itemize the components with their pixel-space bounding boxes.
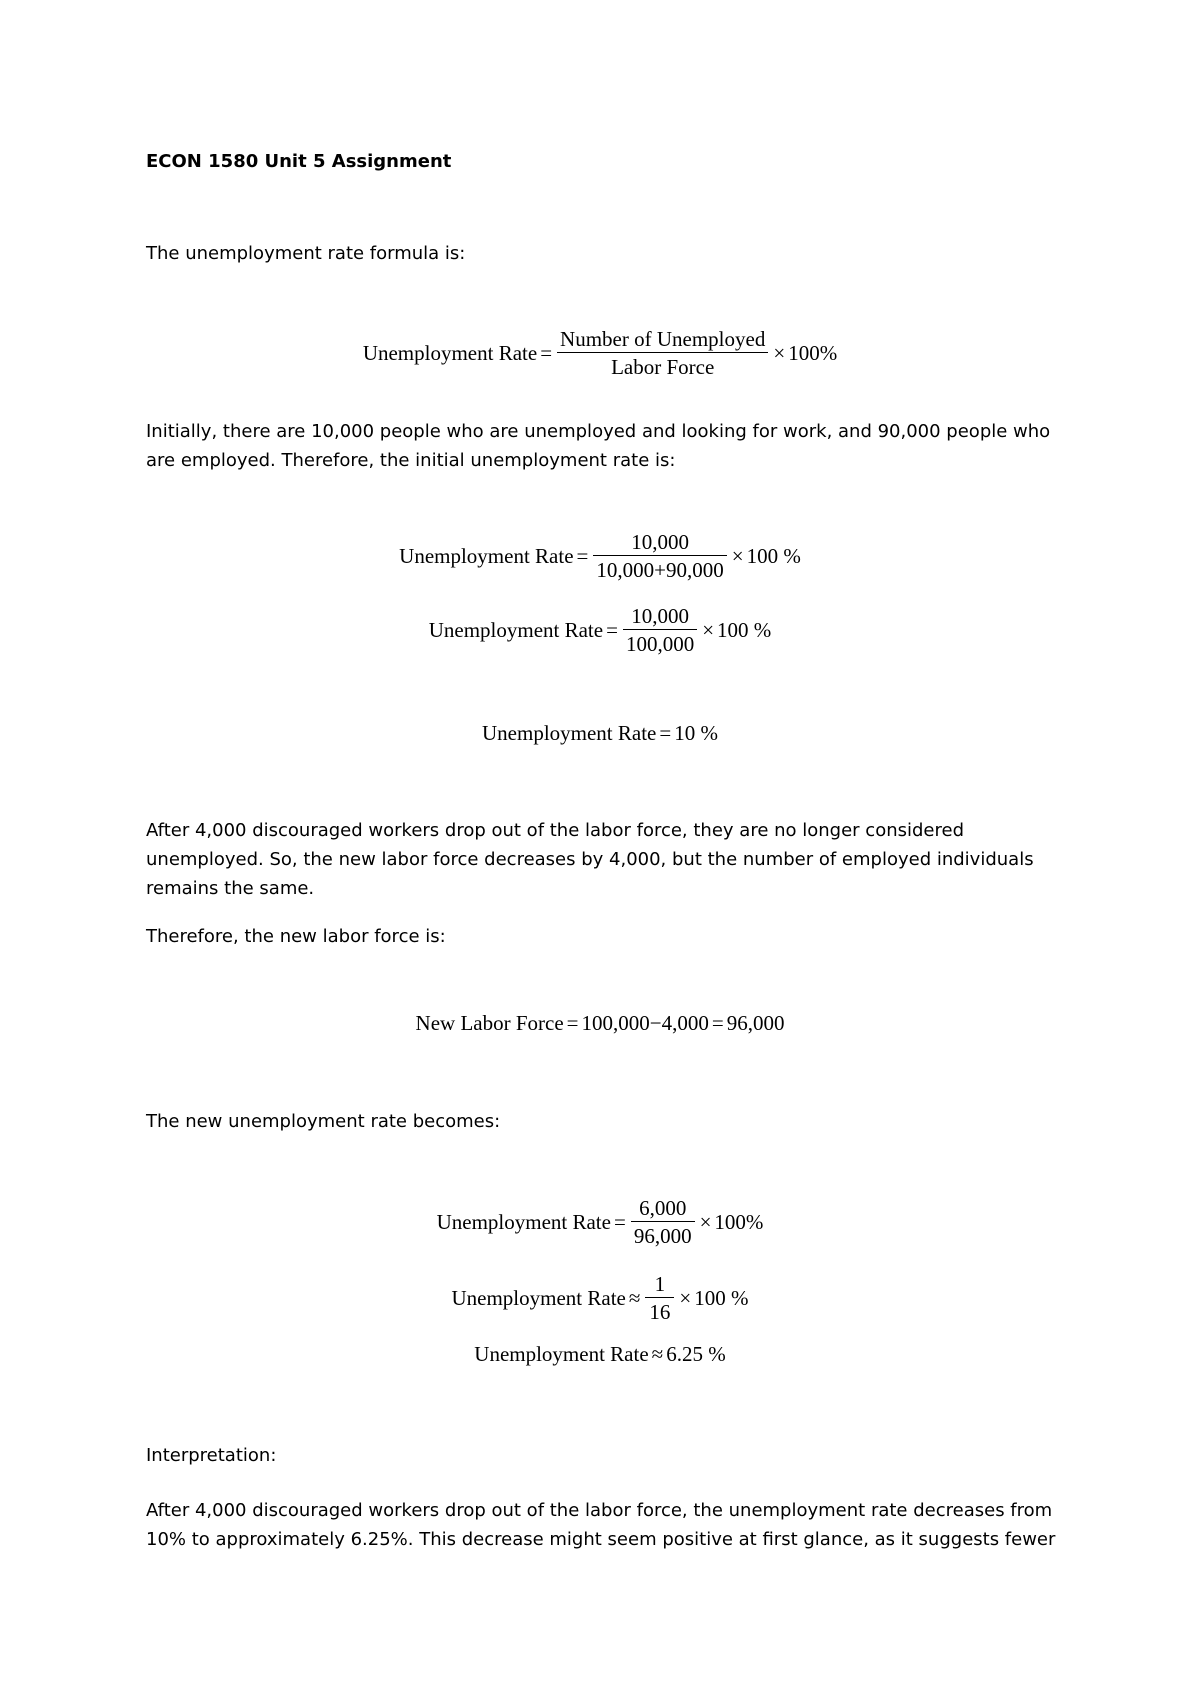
paragraph-discouraged: After 4,000 discouraged workers drop out of the labor force, they are no longer considered unemployed. So, the new labor force decreases by 4,000, but the number of employed individuals remains the same. <box>146 820 1034 899</box>
paragraph-initial: Initially, there are 10,000 people who are unemployed and looking for work, and 90,000 people who are employed. Therefore, the initial unemployment rate is: <box>146 421 1051 471</box>
calc2-line3-approx: ≈ <box>651 1342 664 1366</box>
formula-times: × <box>773 340 786 365</box>
paragraph-new-labor-force-intro: Therefore, the new labor force is: <box>146 926 446 947</box>
calc1-line1-equals: = <box>576 543 589 568</box>
calc2-line1-numerator: 6,000 <box>639 1196 687 1220</box>
calc1-line1-times: × <box>731 543 744 568</box>
calc1-line2-equals: = <box>606 617 618 642</box>
calc2-line1-lhs: Unemployment Rate <box>436 1209 611 1234</box>
calc2-line2-times: × <box>679 1285 692 1310</box>
calc1-line2-denominator: 100,000 <box>623 629 697 656</box>
formula-numerator: Number of Unemployed <box>560 327 766 351</box>
calc2-line2-rhs: 100 % <box>694 1285 749 1310</box>
document-title: ECON 1580 Unit 5 Assignment <box>146 151 452 172</box>
formula-rhs: 100% <box>788 340 838 365</box>
calc1-line2-rhs: 100 % <box>717 617 772 642</box>
calc2-line2-lhs: Unemployment Rate <box>451 1285 626 1310</box>
labor-force-equals-2: = <box>711 1011 724 1035</box>
formula-denominator: Labor Force <box>557 352 768 379</box>
labor-force-lhs: New Labor Force <box>415 1011 564 1035</box>
formula-equals: = <box>540 340 553 365</box>
calc1-line3-lhs: Unemployment Rate <box>482 721 657 745</box>
formula-fraction <box>557 327 768 379</box>
calc2-line1-times: × <box>699 1209 712 1234</box>
calc1-line3-value: 10 % <box>674 721 718 745</box>
calc2-line2-numerator: 1 <box>654 1272 666 1296</box>
calc1-line1-rhs: 100 % <box>746 543 801 568</box>
labor-force-equals: = <box>566 1011 579 1035</box>
calc1-line3 <box>0 721 1200 746</box>
calc2-line2-denominator: 16 <box>645 1297 674 1324</box>
formula-equation <box>0 327 1200 379</box>
calc1-line2-fraction <box>623 604 697 656</box>
calc1-line1-denominator: 10,000+90,000 <box>593 555 726 582</box>
intro-text: The unemployment rate formula is: <box>146 243 466 264</box>
calc1-line2-numerator: 10,000 <box>631 604 689 628</box>
calc1-line2 <box>0 604 1200 656</box>
calc2-line2-fraction <box>645 1272 674 1324</box>
calc2-line1 <box>0 1196 1200 1248</box>
calc1-line2-times: × <box>702 617 715 642</box>
interpretation-heading: Interpretation: <box>146 1445 277 1466</box>
labor-force-value: 96,000 <box>726 1011 785 1035</box>
calc2-line2 <box>0 1272 1200 1324</box>
calc2-line1-fraction <box>631 1196 695 1248</box>
calc2-line2-approx: ≈ <box>628 1285 641 1310</box>
calc1-line3-equals: = <box>659 721 672 745</box>
calc1-line2-lhs: Unemployment Rate <box>428 617 604 642</box>
formula-lhs: Unemployment Rate <box>362 340 538 365</box>
calc2-line3 <box>0 1342 1200 1367</box>
calc1-line1 <box>0 530 1200 582</box>
calc2-line1-denominator: 96,000 <box>631 1221 695 1248</box>
calc2-line3-value: 6.25 % <box>666 1342 726 1366</box>
labor-force-expression: 100,000−4,000 <box>581 1011 709 1035</box>
calc2-line1-equals: = <box>613 1209 626 1234</box>
calc1-line1-lhs: Unemployment Rate <box>399 543 574 568</box>
calc1-line1-numerator: 10,000 <box>631 530 689 554</box>
labor-force-equation <box>0 1011 1200 1036</box>
calc2-line3-lhs: Unemployment Rate <box>474 1342 649 1366</box>
paragraph-new-rate-intro: The new unemployment rate becomes: <box>146 1111 501 1132</box>
calc2-line1-rhs: 100% <box>714 1209 764 1234</box>
calc1-line1-fraction <box>593 530 726 582</box>
paragraph-interpretation: After 4,000 discouraged workers drop out of the labor force, the unemployment rate decreases from 10% to approximately 6.25%. This decrease might seem positive at first glance, as it suggests fewer <box>146 1500 1056 1550</box>
